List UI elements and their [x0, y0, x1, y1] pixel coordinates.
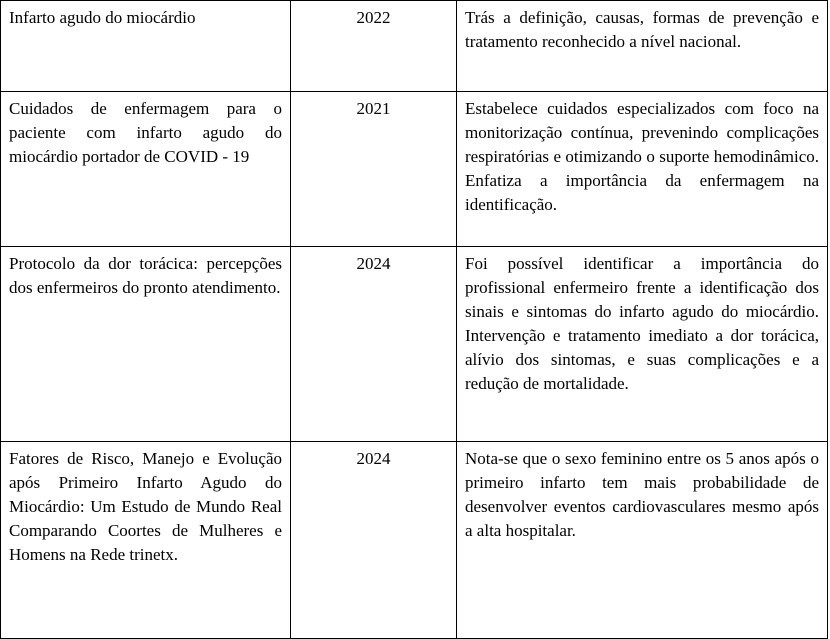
- study-year-cell: 2021: [291, 92, 457, 247]
- study-description-cell: Estabelece cuidados especializados com foco na monitorização contínua, prevenindo complicações respiratórias e otimizando o suporte hemodinâmico. Enfatiza a importância da enfermagem na identificação.: [457, 92, 828, 247]
- study-title-cell: Fatores de Risco, Manejo e Evolução após Primeiro Infarto Agudo do Miocárdio: Um Estudo de Mundo Real Comparando Coortes de Mulheres e Homens na Rede trinetx.: [1, 442, 291, 639]
- study-title-cell: Protocolo da dor torácica: percepções dos enfermeiros do pronto atendimento.: [1, 247, 291, 442]
- table-row: [1, 247, 828, 442]
- table-row: [1, 1, 828, 92]
- study-year-cell: 2024: [291, 247, 457, 442]
- study-description-cell: Trás a definição, causas, formas de prevenção e tratamento reconhecido a nível nacional.: [457, 1, 828, 92]
- study-year-cell: 2024: [291, 442, 457, 639]
- table-row: [1, 92, 828, 247]
- study-title-cell: Cuidados de enfermagem para o paciente com infarto agudo do miocárdio portador de COVID - 19: [1, 92, 291, 247]
- study-description-cell: Foi possível identificar a importância do profissional enfermeiro frente a identificação dos sinais e sintomas do infarto agudo do miocárdio. Intervenção e tratamento imediato a dor torácica, alívio dos sintomas, e suas complicações e a redução de mortalidade.: [457, 247, 828, 442]
- study-description-cell: Nota-se que o sexo feminino entre os 5 anos após o primeiro infarto tem mais probabilidade de desenvolver eventos cardiovasculares mesmo após a alta hospitalar.: [457, 442, 828, 639]
- study-year-cell: 2022: [291, 1, 457, 92]
- table-row: [1, 442, 828, 639]
- study-title-cell: Infarto agudo do miocárdio: [1, 1, 291, 92]
